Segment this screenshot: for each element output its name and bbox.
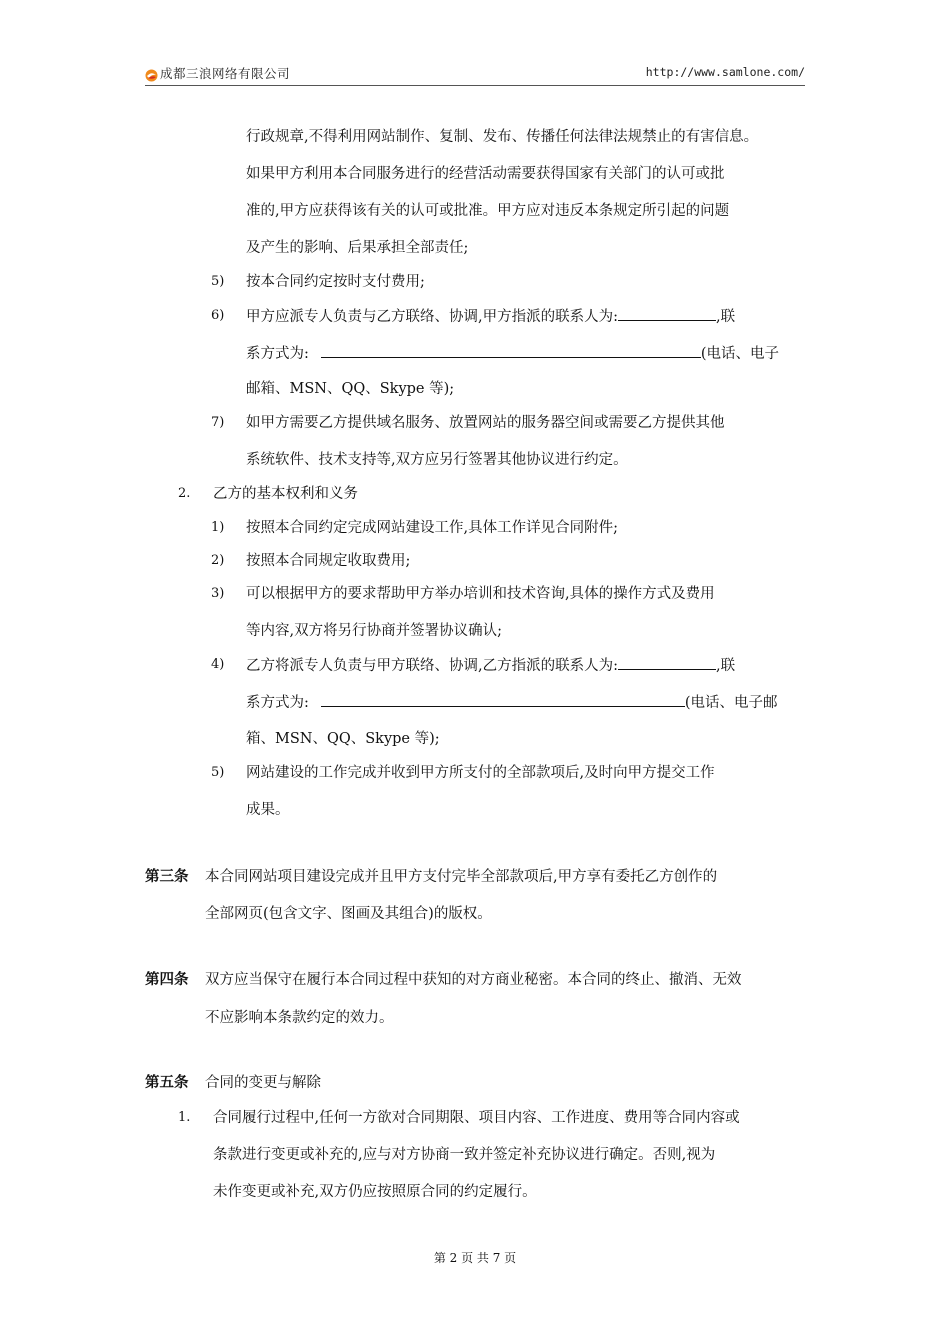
contact-person-blank[interactable] [618,655,716,670]
text-line: 行政规章,不得利用网站制作、复制、发布、传播任何法律法规禁止的有害信息。 [246,129,759,145]
item-number: 1) [211,520,225,535]
page-header [145,64,805,84]
text-line: 按照本合同约定完成网站建设工作,具体工作详见合同附件; [246,520,618,536]
text-line: 按本合同约定按时支付费用; [246,274,425,290]
text-line: 双方应当保守在履行本合同过程中获知的对方商业秘密。本合同的终止、撤消、无效 [205,972,742,988]
text-line [246,306,735,327]
text-line: 准的,甲方应获得该有关的认可或批准。甲方应对违反本条规定所引起的问题 [246,203,730,219]
item-number: 2) [211,553,225,568]
text-line: 条款进行变更或补充的,应与对方协商一致并签定补充协议进行确定。否则,视为 [213,1147,716,1163]
text-line: 如甲方需要乙方提供域名服务、放置网站的服务器空间或需要乙方提供其他 [246,415,725,431]
text-line: 如果甲方利用本合同服务进行的经营活动需要获得国家有关部门的认可或批 [246,166,725,182]
text-line: 可以根据甲方的要求帮助甲方举办培训和技术咨询,具体的操作方式及费用 [246,586,715,602]
text-line [246,692,778,713]
contact-method-blank[interactable] [321,343,701,358]
text-segment: 乙方将派专人负责与甲方联络、协调,乙方指派的联系人为: [246,658,618,674]
text-line: 合同履行过程中,任何一方欲对合同期限、项目内容、工作进度、费用等合同内容或 [213,1110,740,1126]
text-segment: ,联 [716,309,736,325]
page-number: 第 2 页 共 7 页 [433,1251,517,1265]
header-divider [145,85,805,86]
item-number: 4) [211,657,225,672]
item-number: 7) [211,415,225,430]
text-segment: (电话、电子 [700,346,780,362]
item-number: 5) [211,274,225,289]
contact-method-blank[interactable] [321,692,685,707]
text-segment: 甲方应派专人负责与乙方联络、协调,甲方指派的联系人为: [246,309,618,325]
text-line: 箱、MSN、QQ、Skype 等); [246,731,440,747]
text-segment: 系方式为: [246,695,309,711]
text-segment: (电话、电子邮 [684,695,778,711]
section-title: 乙方的基本权利和义务 [213,486,358,502]
section-number: 1. [178,1110,191,1125]
text-segment: 系方式为: [246,346,309,362]
article-title: 第五条 [145,1075,189,1091]
text-line [246,655,735,676]
page-footer [0,1249,950,1266]
company-logo-icon [145,67,158,80]
text-line [246,343,779,364]
text-line: 系统软件、技术支持等,双方应另行签署其他协议进行约定。 [246,452,628,468]
text-line: 及产生的影响、后果承担全部责任; [246,240,469,256]
text-line: 等内容,双方将另行协商并签署协议确认; [246,623,502,639]
contact-person-blank[interactable] [618,306,716,321]
text-line: 网站建设的工作完成并收到甲方所支付的全部款项后,及时向甲方提交工作 [246,765,715,781]
item-number: 6) [211,308,225,323]
text-line: 按照本合同规定收取费用; [246,553,411,569]
text-line: 全部网页(包含文字、图画及其组合)的版权。 [205,906,492,922]
header-url-link[interactable]: http://www.samlone.com/ [645,65,805,79]
item-number: 5) [211,765,225,780]
text-line: 不应影响本条款约定的效力。 [205,1010,394,1026]
text-line: 本合同网站项目建设完成并且甲方支付完毕全部款项后,甲方享有委托乙方创作的 [205,869,718,885]
header-company-name: 成都三浪网络有限公司 [160,66,291,81]
text-line: 合同的变更与解除 [205,1075,321,1091]
item-number: 3) [211,586,225,601]
text-line: 未作变更或补充,双方仍应按照原合同的约定履行。 [213,1184,537,1200]
text-segment: ,联 [716,658,736,674]
text-line: 邮箱、MSN、QQ、Skype 等); [246,381,455,397]
article-title: 第四条 [145,972,189,988]
text-line: 成果。 [246,802,290,818]
section-number: 2. [178,486,191,501]
article-title: 第三条 [145,869,189,885]
